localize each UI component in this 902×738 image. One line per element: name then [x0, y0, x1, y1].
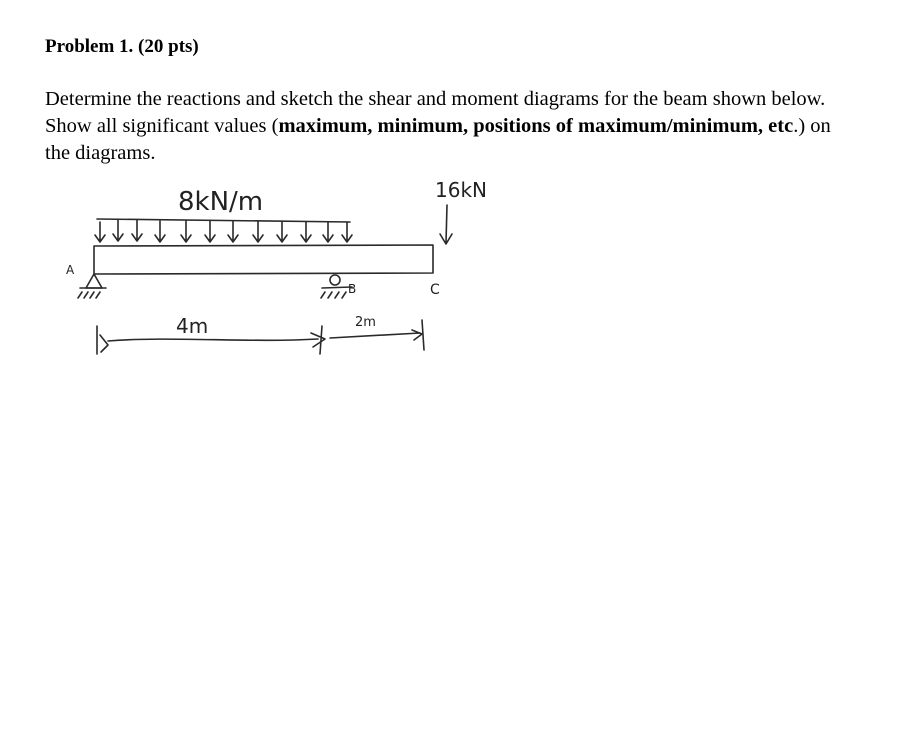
point-c-label: C — [430, 282, 440, 298]
pin-support-a — [78, 274, 106, 298]
support-a-label: A — [66, 263, 75, 277]
span-bc-label: 2m — [355, 315, 376, 330]
span-ab-label: 4m — [176, 314, 209, 338]
distributed-load-label: 8kN/m — [178, 187, 264, 217]
beam — [94, 245, 433, 274]
distributed-load-arrows — [95, 220, 352, 242]
support-b-label: B — [348, 282, 357, 296]
point-load-label: 16kN — [435, 178, 487, 202]
distributed-load-line — [97, 219, 350, 222]
problem-title: Problem 1. (20 pts) — [45, 36, 199, 57]
statement-text-1: Determine the reactions and sketch the shear and moment diagrams for the beam shown below. Show all significant values ( — [45, 88, 826, 137]
statement-bold-text: maximum, minimum, positions of maximum/minimum, etc — [278, 115, 794, 137]
point-load-arrow — [440, 205, 452, 244]
statement-text-2: .) on the diagrams. — [45, 115, 831, 164]
